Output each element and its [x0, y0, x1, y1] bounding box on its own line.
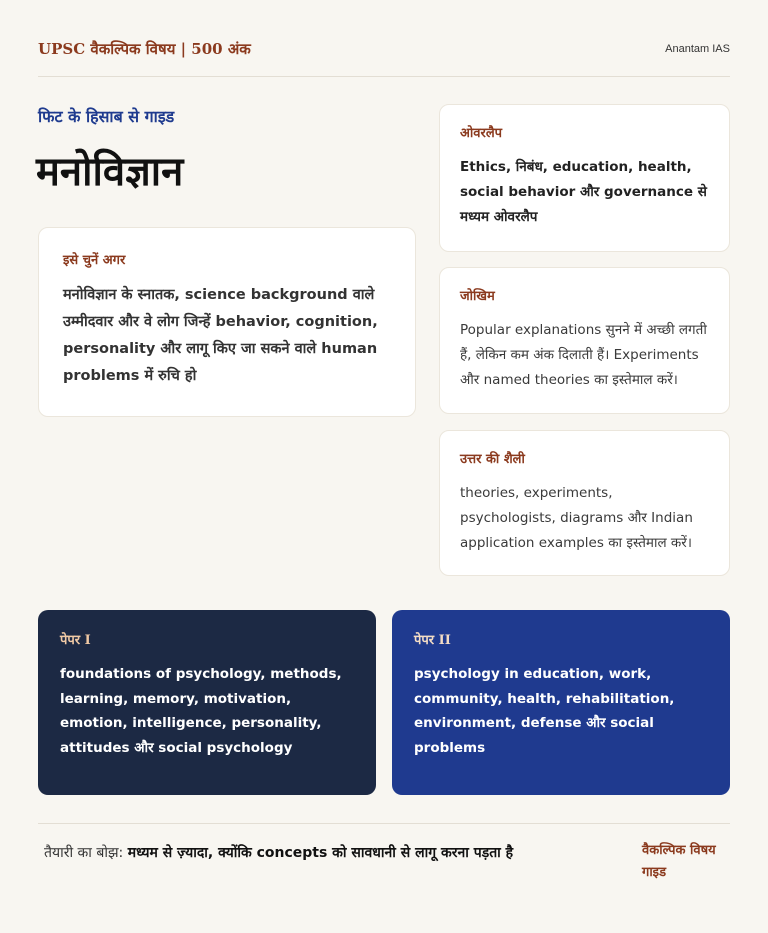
choose-if-label: इसे चुनें अगर — [63, 253, 126, 268]
optional-subject-guide-tag: वैकल्पिक विषय गाइड — [642, 843, 716, 880]
paper-1-card — [38, 610, 376, 795]
paper-1-label: पेपर I — [60, 633, 91, 648]
choose-if-card — [38, 227, 416, 417]
prep-load-label: तैयारी का बोझ: — [44, 845, 128, 861]
answer-style-label: उत्तर की शैली — [460, 452, 525, 467]
answer-style-card — [439, 430, 730, 576]
overlap-card — [439, 104, 730, 252]
brand-name: Anantam IAS — [665, 43, 730, 55]
paper-2-label: पेपर II — [414, 633, 451, 648]
risk-card — [439, 267, 730, 414]
paper-2-body: psychology in education, work, community, health, rehabilitation, environment, defense और social problems — [414, 666, 675, 756]
footer-divider — [38, 823, 730, 824]
fit-guide-label: फिट के हिसाब से गाइड — [38, 107, 175, 126]
overlap-label: ओवरलैप — [460, 126, 503, 141]
risk-label: जोखिम — [460, 289, 495, 304]
header-title: UPSC वैकल्पिक विषय | 500 अंक — [38, 40, 251, 58]
paper-2-card — [392, 610, 730, 795]
prep-load — [44, 843, 624, 862]
risk-body: Popular explanations सुनने में अच्छी लगती हैं, लेकिन कम अंक दिलाती हैं। Experiments और named theories का इस्तेमाल करें। — [460, 322, 707, 388]
page-header — [38, 38, 730, 60]
subject-title: मनोविज्ञान — [36, 149, 184, 195]
prep-load-value: मध्यम से ज़्यादा, क्योंकि concepts को सावधानी से लागू करना पड़ता है — [127, 845, 514, 861]
answer-style-body: theories, experiments, psychologists, diagrams और Indian application examples का इस्तेमाल करें। — [460, 485, 693, 551]
paper-1-body: foundations of psychology, methods, learning, memory, motivation, emotion, intelligence, personality, attitudes और social psychology — [60, 666, 342, 756]
header-divider — [38, 76, 730, 77]
overlap-body: Ethics, निबंध, education, health, social behavior और governance से मध्यम ओवरलैप — [460, 159, 707, 225]
choose-if-body: मनोविज्ञान के स्नातक, science background वाले उम्मीदवार और वे लोग जिन्हें behavior, cognition, personality और लागू किए जा सकने वाले human problems में रुचि हो — [63, 287, 378, 384]
